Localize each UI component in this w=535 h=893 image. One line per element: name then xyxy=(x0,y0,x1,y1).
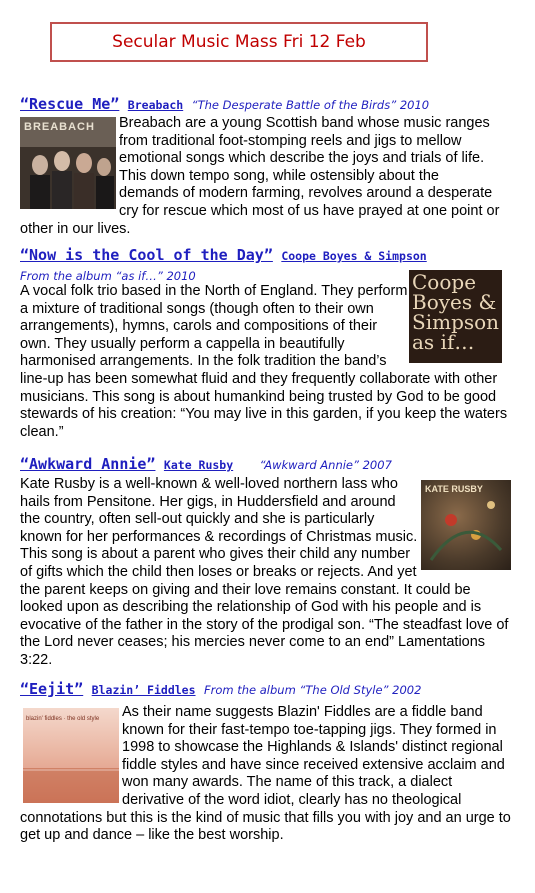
entry-description-rescue-me xyxy=(20,115,500,238)
title-box xyxy=(50,22,428,62)
song-title: “Rescue Me” xyxy=(20,95,120,113)
album-cover-text: blazin' fiddles · the old style xyxy=(26,716,100,722)
song-title: “Eejit” xyxy=(20,680,84,698)
album-cover-text: Coope Boyes & Simpson as if… xyxy=(412,270,500,354)
artist-name: Breabach xyxy=(127,98,184,112)
entry-heading-eejit xyxy=(20,680,421,699)
description-text: A vocal folk trio based in the North of England. They perform a mixture of traditional songs (though often to their own arrangements), hymns, carols and compositions of their own. They usually perform a cappella in beautifully harmonised arrangements. In the folk tradition the band’s line-up has been somewhat fluid and they frequently collaborate with other musicians. This song is about humankind being trusted by God to be good stewards of his creation: “You may live in this garden, if you keep the waters clean.” xyxy=(20,283,508,440)
entry-heading-awkward-annie xyxy=(20,455,392,474)
album-info: From the album “as if…” 2010 xyxy=(20,269,196,283)
album-info: From the album “The Old Style” 2002 xyxy=(203,683,422,697)
album-cover-text: BREABACH xyxy=(24,121,95,133)
song-title: “Awkward Annie” xyxy=(20,455,156,473)
album-cover-text: KATE RUSBY xyxy=(425,484,483,494)
artist-name: Blazin’ Fiddles xyxy=(91,683,196,697)
description-text: Breabach are a young Scottish band whose music ranges from traditional foot-stomping reels and jigs to mellow emotional songs which describe the joys and trials of life. This down tempo song, while ostensibly about the demands of modern farming, revolves around a desperate cry for rescue which most of us have prayed at one point or other in our lives. xyxy=(20,115,500,237)
entry-description-eejit xyxy=(20,704,512,845)
entry-heading-cool-of-the-day xyxy=(20,246,427,265)
artist-name: Coope Boyes & Simpson xyxy=(281,249,427,263)
album-info: “The Desperate Battle of the Birds” 2010 xyxy=(191,98,430,112)
album-info: “Awkward Annie” 2007 xyxy=(259,458,392,472)
description-text: Kate Rusby is a well-known & well-loved northern lass who hails from Pensitone. Her gigs, in Huddersfield and around the country, often sell-out quickly and she is particularly known for her performances & recordings of Christmas music. This song is about a parent who gives their child any number of gifts which the child then loses or breaks or rejects. And yet the parent keeps on giving and their love remains constant. It could be looked upon as describing the relationship of God with his people and is evocative of the father in the story of the prodigal son. “The steadfast love of the Lord never ceases; his mercies never come to an end” Lamentations 3:22. xyxy=(20,476,509,668)
entry-heading-rescue-me xyxy=(20,95,429,114)
entry-description-awkward-annie xyxy=(20,476,514,670)
song-title: “Now is the Cool of the Day” xyxy=(20,246,273,264)
entry-description-cool-of-the-day xyxy=(20,283,510,441)
artist-name: Kate Rusby xyxy=(163,458,234,472)
page-title: Secular Music Mass Fri 12 Feb xyxy=(112,32,366,52)
description-text: As their name suggests Blazin' Fiddles are a fiddle band known for their fast-tempo toe-tapping jigs. They formed in 1998 to showcase the Highlands & Islands' distinct regional fiddle styles and have since received extensive acclaim and won many awards. The name of this track, a dialect derivative of the word idiot, clearly has no theological connotations but this is the kind of music that fills you with joy and an urge to get up and dance – like the best worship. xyxy=(20,704,511,844)
